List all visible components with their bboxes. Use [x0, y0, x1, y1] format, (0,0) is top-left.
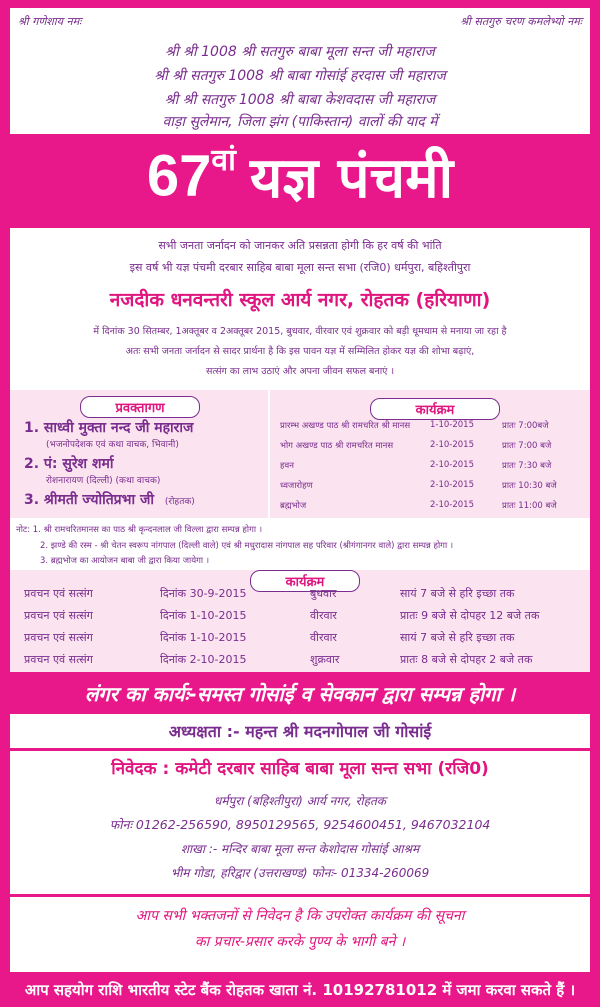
speakers-heading: प्रवक्तागण	[80, 396, 200, 418]
program-1-date: 2-10-2015	[430, 440, 474, 450]
speaker-3	[24, 490, 195, 509]
program-1-event: हवन	[280, 461, 294, 471]
program-2-time: प्रातः 8 बजे से दोपहर 2 बजे तक	[400, 653, 533, 666]
venue-line: नजदीक धनवन्तरी स्कूल आर्य नगर, रोहतक (हरियाणा)	[109, 289, 491, 311]
header-panel	[10, 8, 590, 134]
request-line: निवेदक : कमेटी दरबार साहिब बाबा मूला सन्त सभा (रजि0)	[111, 759, 489, 779]
speakers-program-panel	[10, 390, 590, 518]
program-1-date: 2-10-2015	[430, 480, 474, 490]
title-suffix: वां	[211, 143, 236, 178]
footer-divider-1	[10, 748, 590, 751]
panel-divider	[268, 390, 270, 518]
header-line-3: श्री श्री सतगुरु 1008 श्री बाबा केशवदास जी महाराज	[164, 92, 436, 108]
speaker-3-detail: (रोहतक)	[164, 497, 195, 507]
notes-panel	[10, 518, 590, 570]
program-1-date: 2-10-2015	[430, 460, 474, 470]
program-1-date: 2-10-2015	[430, 500, 474, 510]
program-1-event: प्रारम्भ अखण्ड पाठ श्री रामचरित श्री मानस	[280, 421, 411, 431]
program-2-event: प्रवचन एवं सत्संग	[24, 631, 93, 644]
langar-banner: लंगर का कार्यः-समस्त गोसांई व सेवकान द्वारा सम्पन्न होगा ।	[84, 682, 516, 706]
program-2-time: प्रातः 9 बजे से दोपहर 12 बजे तक	[400, 609, 540, 622]
speaker-1-detail: (भजनोपदेशक एवं कथा वाचक, भिवानी)	[46, 440, 179, 450]
program-1-time: प्रातः 11:00 बजे	[502, 501, 557, 511]
program-1-heading: कार्यक्रम	[370, 398, 500, 420]
program-2-row	[10, 586, 590, 604]
note-1: नोट: 1. श्री रामचरितमानस का पाठ श्री कृन्दनलाल जी विल्ला द्वारा सम्पन्न होगा ।	[16, 525, 263, 535]
title-number: 67	[146, 143, 212, 209]
program-2-date: दिनांक 1-10-2015	[160, 609, 247, 622]
intro-line-5: सत्संग का लाभ उठाएं और अपना जीवन सफल बनाएं ।	[205, 366, 395, 377]
speaker-2-detail: रोशनारायण (दिल्ली) (कथा वाचक)	[46, 476, 161, 486]
intro-line-4: अतः सभी जनता जर्नादन से सादर प्रार्थना है कि इस पावन यज्ञ में सम्मिलित होकर यज्ञ की शोभा बढ़ाएं,	[125, 346, 475, 357]
program-1-time: प्रातः 7:00 बजे	[502, 441, 552, 451]
title-main: यज्ञ पंचमी	[249, 146, 454, 211]
appeal-line-2: का प्रचार-प्रसार करके पुण्य के भागी बने ।	[194, 934, 406, 950]
header-line-2: श्री श्री सतगुरु 1008 श्री बाबा गोसांई हरदास जी महाराज	[154, 68, 446, 84]
bank-banner: आप सहयोग राशि भारतीय स्टेट बैंक रोहतक खाता नं. 10192781012 में जमा करवा सकते हैं ।	[24, 981, 576, 999]
program-2-event: प्रवचन एवं सत्संग	[24, 653, 93, 666]
program-2-time: सायं 7 बजे से हरि इच्छा तक	[400, 587, 515, 600]
left-invocation: श्री गणेशाय नमः	[18, 15, 82, 28]
program-1-event: ब्रह्मभोज	[280, 501, 307, 511]
program-2-day: बुधवार	[310, 587, 337, 600]
address-line: धर्मपुरा (बहिश्तीपुरा) आर्य नगर, रोहतक	[213, 794, 387, 808]
program-2-panel	[10, 570, 590, 672]
header-line-4: वाड़ा सुलेमान, जिला झंग (पाकिस्तान) वालों की याद में	[162, 114, 438, 130]
program-1-time: प्रातः 10:30 बजे	[502, 481, 557, 491]
branch-address-line: भीम गोडा, हरिद्वार (उत्तराखण्ड) फोनः- 01334-260069	[170, 866, 430, 880]
program-2-time: सायं 7 बजे से हरि इच्छा तक	[400, 631, 515, 644]
program-2-row	[10, 630, 590, 648]
program-1-time: प्रातः 7:30 बजे	[502, 461, 552, 471]
appeal-line-1: आप सभी भक्तजनों से निवेदन है कि उपरोक्त कार्यक्रम की सूचना	[135, 908, 465, 924]
program-2-event: प्रवचन एवं सत्संग	[24, 609, 93, 622]
program-1-table	[280, 420, 585, 516]
program-2-date: दिनांक 2-10-2015	[160, 653, 247, 666]
speaker-1	[24, 418, 193, 450]
program-2-row	[10, 608, 590, 626]
presidency-line: अध्यक्षता :- महन्त श्री मदनगोपाल जी गोसांई	[168, 722, 432, 741]
program-2-day: वीरवार	[310, 631, 337, 644]
note-2: 2. झण्डे की रस्म - श्री चेतन स्वरूप नांगपाल (दिल्ली वाले) एवं श्री मधुरादास नांगपाल सह परिवार (श्रीगंगानगर वाले) द्वारा सम्पन्न होगा ।	[40, 541, 454, 551]
program-2-row	[10, 652, 590, 670]
program-1-time: प्रातः 7:00बजे	[502, 421, 549, 431]
intro-line-1: सभी जनता जर्नादन को जानकर अति प्रसन्नता होगी कि हर वर्ष की भांति	[158, 239, 442, 252]
note-3: 3. ब्रह्मभोज का आयोजन बाबा जी द्वारा किया जायेगा ।	[40, 556, 210, 566]
intro-line-2: इस वर्ष भी यज्ञ पंचमी दरबार साहिब बाबा मूला सन्त सभा (रजि0) धर्मपुरा, बहिश्तीपुरा	[129, 261, 471, 274]
program-2-event: प्रवचन एवं सत्संग	[24, 587, 93, 600]
program-1-event: ध्वजारोहण	[280, 481, 313, 491]
branch-line: शाखा :- मन्दिर बाबा मूला सन्त केशोदास गोसांई आश्रम	[180, 842, 420, 856]
header-line-1: श्री श्री 1008 श्री सतगुरु बाबा मूला सन्त जी महाराज	[165, 44, 435, 60]
program-2-date: दिनांक 30-9-2015	[160, 587, 247, 600]
event-title	[0, 138, 600, 218]
speaker-3-name: 3. श्रीमती ज्योतिप्रभा जी	[24, 492, 155, 508]
phone-line: फोनः 01262-256590, 8950129565, 9254600451, 9467032104	[109, 817, 491, 832]
footer-panel	[10, 714, 590, 972]
speaker-1-name: 1. साध्वी मुक्ता नन्द जी महाराज	[24, 420, 194, 436]
speaker-2	[24, 454, 160, 486]
program-2-heading: कार्यक्रम	[250, 570, 360, 592]
intro-panel	[10, 228, 590, 398]
program-1-date: 1-10-2015	[430, 420, 474, 430]
right-invocation: श्री सतगुरु चरण कमलेभ्यो नमः	[460, 15, 582, 28]
program-2-day: शुक्रवार	[310, 653, 340, 666]
program-2-day: वीरवार	[310, 609, 337, 622]
intro-line-3: में दिनांक 30 सितम्बर, 1अक्तूबर व 2अक्तूबर 2015, बुधवार, वीरवार एवं शुक्रवार को बड़ी धूमधाम से मनाया जा रहा है	[93, 326, 507, 337]
footer-divider-2	[10, 894, 590, 897]
program-2-date: दिनांक 1-10-2015	[160, 631, 247, 644]
program-1-event: भोग अखण्ड पाठ श्री रामचरित मानस	[280, 441, 394, 451]
speaker-2-name: 2. पं: सुरेश शर्मा	[24, 456, 114, 472]
